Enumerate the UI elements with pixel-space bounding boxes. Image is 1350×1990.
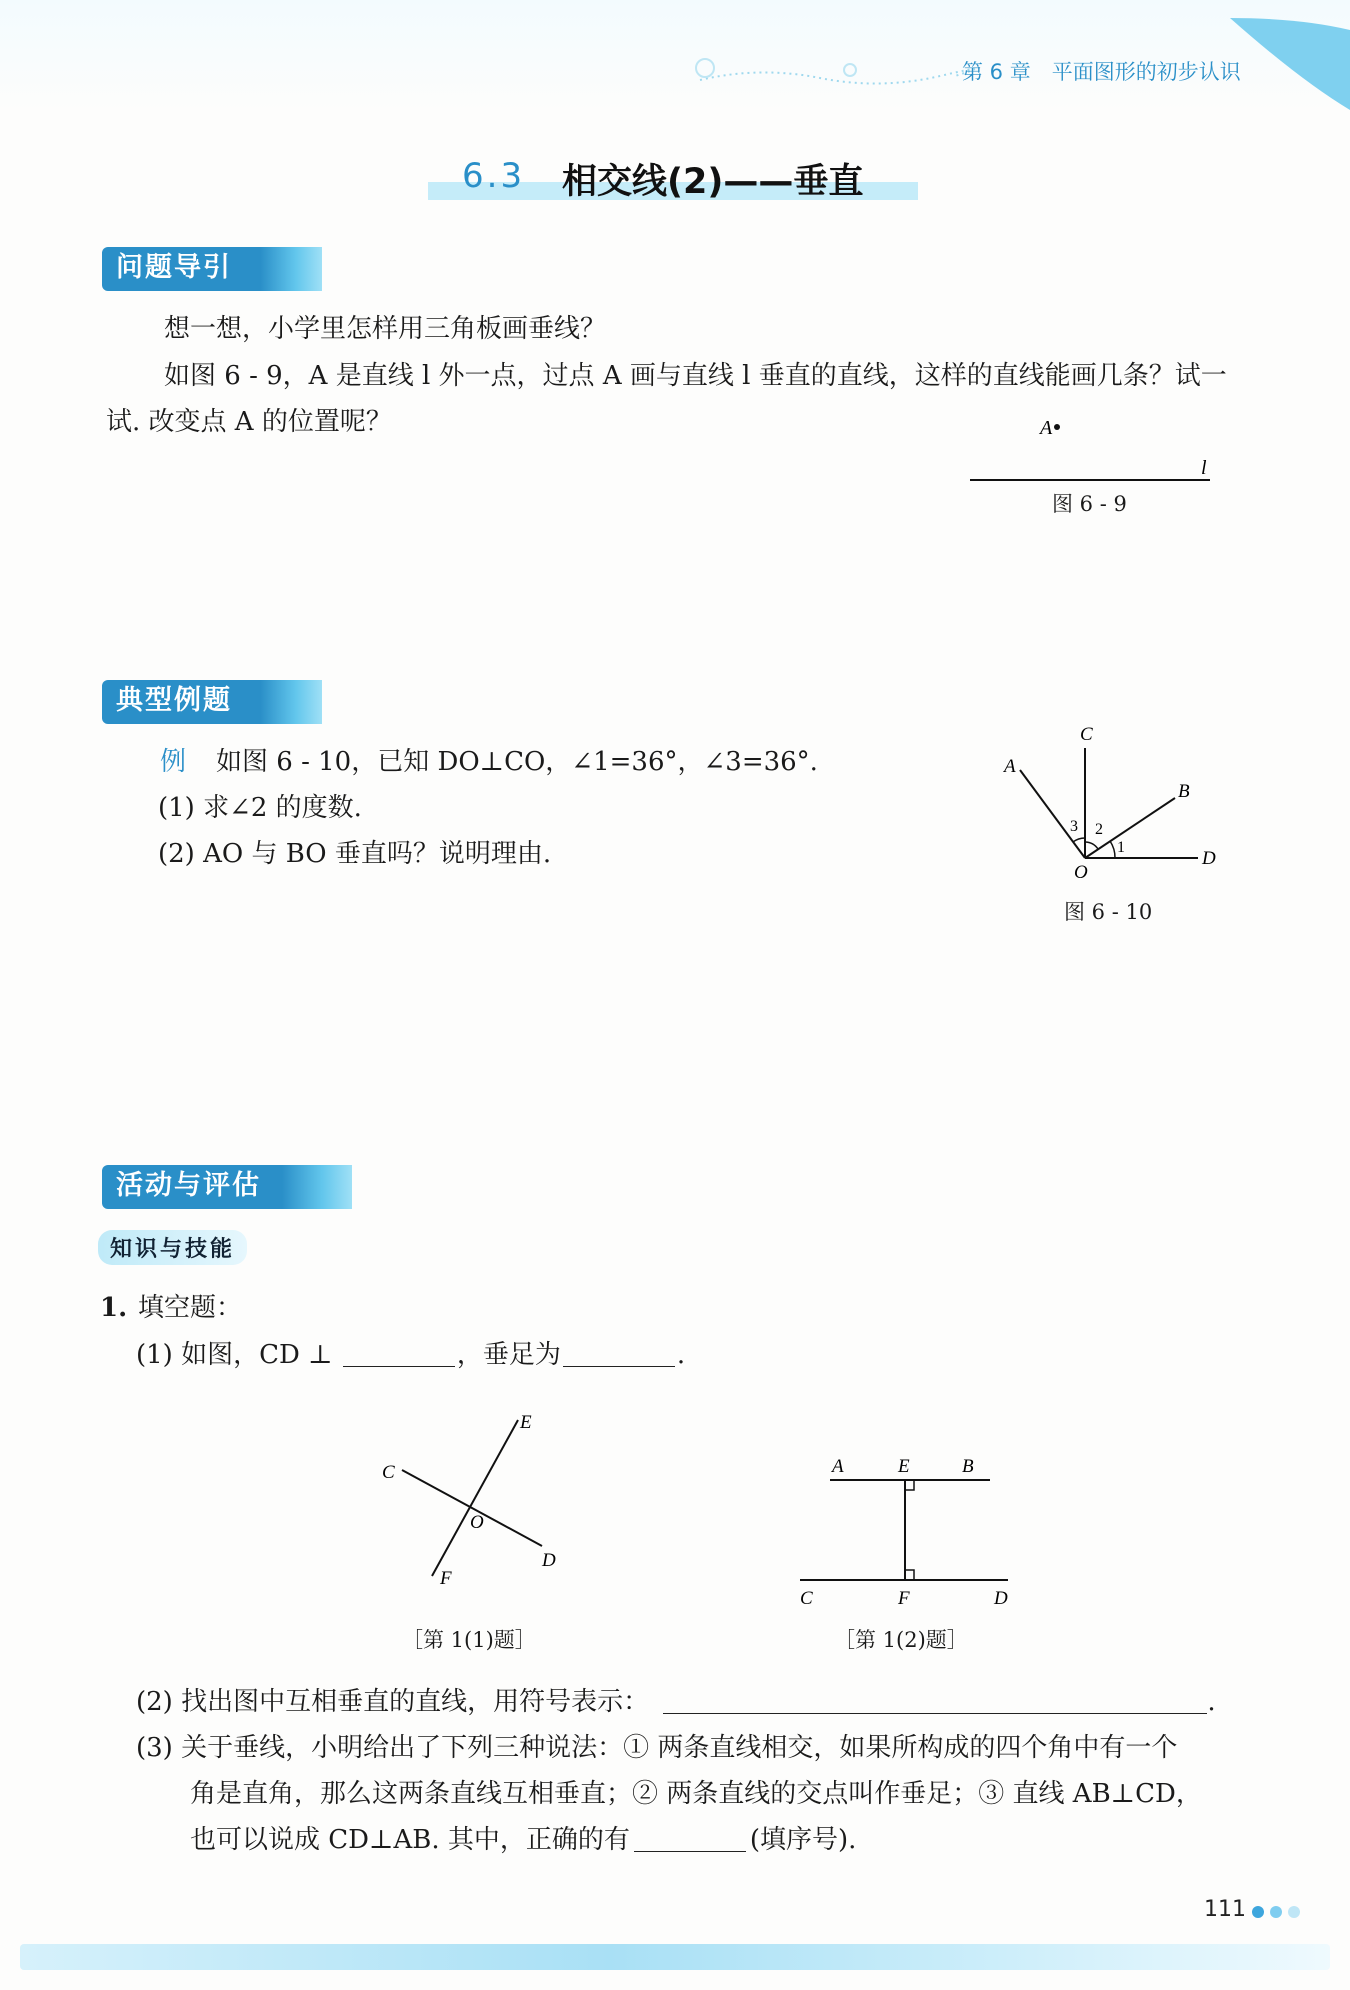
q1-part2-blank[interactable]: [663, 1685, 1207, 1714]
fig12-caption: ［第 1(2)题］: [834, 1628, 968, 1652]
section-activity-label: 活动与评估: [102, 1165, 352, 1209]
fig12-label-A: A: [832, 1456, 844, 1477]
fig69-label-A: A: [1040, 417, 1053, 439]
q1-part3-line-1: (3) 关于垂线，小明给出了下列三种说法：① 两条直线相交，如果所构成的四个角中有一个: [136, 1733, 1178, 1763]
example-q2: (2) AO 与 BO 垂直吗？说明理由.: [158, 839, 552, 869]
q1-part3-line-3: [190, 1818, 856, 1862]
page-title: 相交线(2)——垂直: [562, 162, 864, 202]
fig11-line-EF: [432, 1420, 518, 1576]
fig610-label-3: 3: [1070, 818, 1078, 835]
figure-6-10: [990, 720, 1240, 880]
header-bubble: [844, 64, 856, 76]
fig11-label-E: E: [520, 1412, 532, 1433]
q1-part3-blank[interactable]: [634, 1823, 746, 1852]
q1-part1-text-b: ，垂足为: [456, 1340, 561, 1370]
fig610-label-A: A: [1004, 756, 1016, 777]
example-tag: 例: [160, 747, 187, 777]
fig610-label-O: O: [1074, 862, 1088, 880]
q1-part2-end: .: [1207, 1687, 1216, 1717]
figure-q1-1: [370, 1410, 590, 1590]
header-dotted-wave: [700, 69, 974, 84]
fig610-arc-3: [1073, 838, 1085, 842]
guide-line-3: 试. 改变点 A 的位置呢？: [106, 407, 392, 437]
page-number: 111: [1204, 1897, 1246, 1922]
fig12-label-D: D: [994, 1588, 1008, 1609]
footer-dot: [1270, 1906, 1282, 1918]
fig11-label-O: O: [470, 1512, 484, 1533]
example-q1: (1) 求∠2 的度数.: [158, 793, 362, 823]
fig12-right-angle-F: [905, 1570, 914, 1580]
footer-band: [20, 1944, 1330, 1970]
fig610-ray-OA: [1020, 770, 1085, 858]
fig11-label-C: C: [382, 1462, 395, 1483]
fig11-line-CD: [402, 1470, 542, 1546]
section-example-label: 典型例题: [102, 680, 322, 724]
fig610-label-1: 1: [1117, 839, 1125, 856]
header-bubble: [696, 59, 714, 77]
fig610-label-D: D: [1202, 848, 1216, 869]
q1-part2-text: (2) 找出图中互相垂直的直线，用符号表示：: [136, 1687, 650, 1717]
fig12-label-F: F: [898, 1588, 910, 1609]
q1-part1-blank-1[interactable]: [343, 1338, 455, 1367]
fig610-arc-1: [1110, 841, 1115, 858]
q1-part3-text-b: (填序号).: [749, 1825, 857, 1855]
q1-title: 填空题：: [138, 1293, 243, 1323]
figure-q1-2: [790, 1450, 1030, 1610]
page-number-dots: [1250, 1902, 1310, 1922]
q1-part1-blank-2[interactable]: [563, 1338, 675, 1367]
example-statement: 如图 6 - 10，已知 DO⊥CO，∠1=36°，∠3=36°.: [216, 747, 818, 777]
q1-part3-text-a: 也可以说成 CD⊥AB. 其中，正确的有: [190, 1825, 630, 1855]
fig12-right-angle-E: [905, 1480, 914, 1490]
q1-part1: [136, 1333, 685, 1377]
footer-dot: [1252, 1906, 1264, 1918]
header-decor: [0, 0, 1350, 110]
knowledge-skill-label: 知识与技能: [98, 1230, 247, 1265]
fig11-caption: ［第 1(1)题］: [402, 1628, 536, 1652]
fig610-caption: 图 6 - 10: [1064, 900, 1153, 924]
q1-part2: [136, 1680, 1216, 1724]
chapter-header: 第 6 章 平面图形的初步认识: [962, 60, 1241, 84]
fig12-label-E: E: [898, 1456, 910, 1477]
fig11-label-D: D: [542, 1550, 556, 1571]
fig69-point-A: [1054, 424, 1060, 430]
fig69-caption: 图 6 - 9: [1052, 492, 1127, 516]
section-guide-label: 问题导引: [102, 247, 322, 291]
fig12-label-B: B: [962, 1456, 974, 1477]
header-corner: [1230, 18, 1350, 110]
q1-part1-text-a: (1) 如图，CD ⊥: [136, 1340, 333, 1370]
fig12-label-C: C: [800, 1588, 813, 1609]
fig11-label-F: F: [440, 1568, 452, 1589]
guide-line-2: 如图 6 - 9，A 是直线 l 外一点，过点 A 画与直线 l 垂直的直线，这样的直线能画几条？试一: [164, 361, 1227, 391]
q1-part1-end: .: [676, 1340, 686, 1370]
title-number: 6.3: [462, 156, 526, 196]
fig69-label-l: l: [1201, 457, 1207, 479]
guide-line-1: 想一想，小学里怎样用三角板画垂线？: [164, 314, 607, 344]
q1-part3-line-2: 角是直角，那么这两条直线互相垂直；② 两条直线的交点叫作垂足；③ 直线 AB⊥CD，: [190, 1779, 1202, 1809]
fig610-label-B: B: [1178, 781, 1190, 802]
q1-number: 1.: [100, 1293, 128, 1323]
footer-dot: [1288, 1906, 1300, 1918]
fig610-label-C: C: [1080, 724, 1093, 745]
fig610-arc-2: [1085, 842, 1098, 849]
fig610-label-2: 2: [1095, 821, 1103, 838]
